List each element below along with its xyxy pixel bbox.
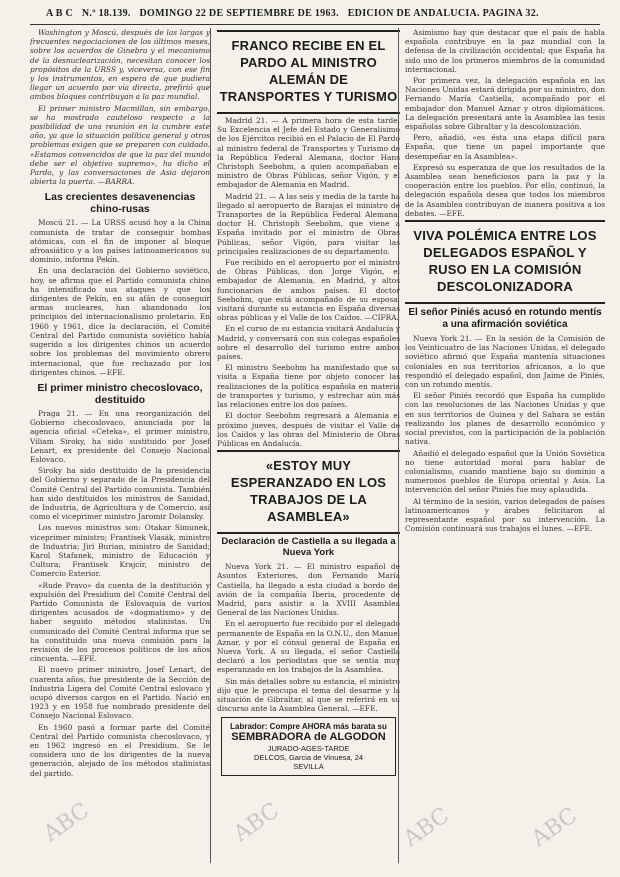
- headline-deck: El señor Piniés acusó en rotundo mentís a una afirmación soviética: [408, 307, 602, 331]
- article-paragraph: Madrid 21. — A las seis y media de la tarde ha llegado al aeropuerto de Barajas el ministro de Transportes de la República Federal Alemana, doctor H. Christoph Seebohm, que viene a España invitado por el ministro de Obras Públicas, señor Vigón, para visitar las principales realizaciones de su departamento.: [217, 191, 400, 256]
- column-center: [210, 28, 400, 863]
- ad-line: DELCOS, Garcia de Vinuesa, 24: [253, 753, 364, 763]
- article-paragraph: Añadió el delegado español que la Unión Soviética no tiene autoridad moral para hablar de colonialismo, cuando mantiene bajo su dominio a numerosos pueblos de Europa oriental y Asia. La intervención del señor Piniés fue muy aplaudida.: [405, 448, 605, 495]
- headline-polemica: VIVA POLÉMICA ENTRE LOS DELEGADOS ESPAÑOL Y RUSO EN LA COMISIÓN DESCOLONIZADORA: [413, 228, 597, 295]
- edition-page: EDICION DE ANDALUCIA. PAGINA 32.: [347, 8, 539, 19]
- article-paragraph: En 1960 pasó a formar parte del Comité Central del Partido comunista checoslovaco, y en 1962 ingresó en el Presidium. Se le considera uno de los dirigentes de la nueva generación, alejado de los métodos stalinistas del partido.: [30, 722, 210, 778]
- headline-castiella: «ESTOY MUY ESPERANZADO EN LOS TRABAJOS DE LA ASAMBLEA»: [230, 458, 387, 525]
- article-paragraph: En el curso de su estancia visitará Andalucía y Madrid, y conversará con sus colegas españoles sobre el desarrollo del turismo entre ambos países.: [217, 324, 400, 362]
- headline-deck: Declaración de Castiella a su llegada a Nueva York: [221, 536, 396, 559]
- article-paragraph: El señor Piniés recordó que España ha cumplido con las resoluciones de las Naciones Unidas y que en sus territorios de Guinea y del Sahara se están realizando los planes de desarrollo económico y social previstos, con la participación de la población nativa.: [405, 391, 605, 447]
- header-rule: [30, 24, 600, 25]
- paper-name: A B C: [46, 8, 74, 19]
- column-right: [398, 28, 605, 863]
- article-paragraph: El nuevo primer ministro, Josef Lenart, de cuarenta años, fue presidente de la Sección de Industria Ligera del Comité Central eslovaco y ocupó diversos cargos en el Partido. Nació en 1923 y en 1958 fue nombrado presidente del Consejo Nacional Eslovaco.: [30, 665, 210, 721]
- article-paragraph: Nueva York 21. — En la sesión de la Comisión de los Veinticuatro de las Naciones Unidas, el delegado soviético afirmó que España mantenía situaciones coloniales en sus territorios africanos, a lo que respondió el delegado español, don Jaime de Piniés, con un rotundo mentís.: [405, 334, 605, 390]
- article-paragraph: Madrid 21. — A primera hora de esta tarde, Su Excelencia el Jefe del Estado y Generalísimo de los Ejércitos recibió en el Palacio de El Pardo al ministro federal de Transportes y Turismo de la República Federal Alemana, doctor Hans Christoph Seebohm, a quien acompañaban el ministro de Obras Públicas, señor Vigón, y el embajador de Alemania en Madrid.: [217, 116, 400, 190]
- article-paragraph: Pero, añadió, «es ésta una etapa difícil para España, que tiene un papel importante que desempeñar en la Asamblea».: [405, 133, 605, 161]
- article-paragraph: Al término de la sesión, varios delegados de países latinoamericanos y árabes felicitaron al representante español por su intervención. La Comisión continuará sus trabajos el lunes. —EFE.: [405, 496, 605, 534]
- watermark-logo: ABC: [399, 803, 455, 852]
- ad-top: Labrador: Compre AHORA más barata su: [230, 722, 387, 732]
- article-paragraph: Nueva York 21. — El ministro español de Asuntos Exteriores, don Fernando María Castiella, ha llegado a esta ciudad a bordo del avión de la compañía Iberia, procedente de Madrid, para asistir a la XVIII Asamblea General de las Naciones Unidas.: [217, 562, 400, 618]
- article-paragraph: El ministro Seebohm ha manifestado que su visita a España tiene por objeto conocer las realizaciones de la política española en materia de transportes y turismo, y estrechar aún más las relaciones entre los dos países.: [217, 363, 400, 410]
- advertisement: [221, 717, 396, 776]
- ad-line: SEVILLA: [293, 762, 324, 772]
- article-paragraph: Fue recibido en el aeropuerto por el ministro de Obras Públicas, don Jorge Vigón, el embajador de Alemania, en Madrid, y altos funcionarios de ambos países. El doctor Seebohm, que está acompañado de su esposa, visitará durante su estancia en España diversas obras públicas y el Valle de los Caídos. —CIFRA.: [217, 258, 400, 323]
- article-paragraph: Asimismo hay que destacar que el país de habla española contribuye en la paz mundial con la defensa de la civilización occidental; que España ha sido uno de los primeros miembros de la comunidad internacional.: [405, 28, 605, 74]
- headline-box: [405, 220, 605, 304]
- article-paragraph: Por primera vez, la delegación española en las Naciones Unidas estará dirigida por su ministro, don Fernando María Castiella, acompañado por el embajador don Manuel Aznar y otros diplomáticos. La delegación presentará ante la Asamblea las tesis españolas sobre Gibraltar y la descolonización.: [405, 76, 605, 132]
- article-paragraph: Moscú 21. — La URSS acusó hoy a la China comunista de tratar de conseguir bombas atómicas, con el fin de imponer al bloque afroasiático y a los países latinoamericanos su dominio, informa Pekín.: [30, 218, 210, 265]
- issue-date: DOMINGO 22 DE SEPTIEMBRE DE 1963.: [139, 8, 339, 19]
- column-left: [30, 28, 210, 863]
- article-paragraph: Praga 21. — En una reorganización del Gobierno checoslovaco, anunciada por la agencia oficial «Ceteka», el primer ministro, Viliam Siroky, ha sido sustituido por Josef Lenart, ex presidente del Consejo Nacional Eslovaco.: [30, 408, 210, 464]
- headline-box: [217, 450, 400, 534]
- article-paragraph: El primer ministro Macmillan, sin embargo, se ha mostrado cauteloso respecto a la posibilidad de una reunión en la cumbre este año, ya que la situación política general y otros problemas exigen que se preparen con cuidado. «Estamos convencidos de que la paz del mundo debe ser el objetivo supremo», ha dicho el Pardo, y las conversaciones de Asia dejaron abierta la puerta. —BARRA.: [30, 103, 210, 187]
- article-paragraph: En una declaración del Gobierno soviético, hoy, se afirma que el Partido comunista chino ha intensificado sus ataques y que los dirigentes de Pekín, en su afán de conseguir armas nucleares, han abandonado los principios del internacionalismo proletario. En 1960 y 1961, dice la declaración, el Comité Central del Partido comunista soviético había sugerido a los dirigentes chinos un acuerdo sobre los problemas del movimiento obrero internacional, que fue rechazado por los dirigentes chinos. —EFE.: [30, 266, 210, 377]
- watermark-logo: ABC: [527, 803, 583, 852]
- watermark-logo: ABC: [229, 798, 285, 847]
- article-paragraph: Siroky ha sido destituido de la presidencia del Gobierno y separado de la Presidencia del Comité Central del Partido comunista. También han sido destituidos los ministros de Sanidad, de Industria, de Agricultura y de Comercio, así como el viceprimer ministro Jaromir Dolansky.: [30, 466, 210, 522]
- article-paragraph: «Rude Pravo» da cuenta de la destitución y expulsión del Presidium del Comité Central del Partido Comunista de Eslovaquia de varios dirigentes acusados de «dogmatismo» y de haber seguido métodos stalinistas. Un comunicado del Comité Central informa que se ha constituido una nueva comisión para la revisión de los procesos políticos de los años cincuenta. —EFE.: [30, 580, 210, 664]
- article-paragraph: Washington y Moscú, después de las largas y frecuentes negociaciones de los últimos meses, sobre los acuerdos de Ginebra y el mecanismo de la desnuclearización, necesitan conocer los propósitos de la URSS y, viceversa, con ese fin y los instrumentos, en espera de que pudiera llegar un acuerdo por vía directa, prefirió que ambos bloques contribuyan a la paz mundial.: [30, 28, 210, 102]
- article-paragraph: El doctor Seebohm regresará a Alemania el próximo jueves, después de visitar el Valle de los Caídos y las obras del Ministerio de Obras Públicas en Andalucía.: [217, 411, 400, 448]
- page-header: [46, 8, 566, 24]
- article-paragraph: Los nuevos ministros son: Otakar Simunek, viceprimer ministro; Frantisek Vlasák, ministro de Industria; Jiri Burian, ministro de Sanidad; Karol Stafanek, ministro de Educación y Cultura; Frantisek Krajcír, ministro de Comercio Exterior.: [30, 523, 210, 579]
- article-paragraph: Sin más detalles sobre su estancia, el ministro dijo que le preocupa el tema del desarme y la situación de Gibraltar, al que se referirá en su discurso ante la Asamblea General. —EFE.: [217, 676, 400, 714]
- article-paragraph: En el aeropuerto fue recibido por el delegado permanente de España en la O.N.U., don Manuel Aznar, y por el cónsul general de España en Nueva York. A su llegada, el señor Castiella declaró a los periodistas que se sentía muy esperanzado en los trabajos de la Asamblea.: [217, 619, 400, 675]
- issue-number: N.º 18.139.: [81, 8, 131, 19]
- ad-line: JURADO-AGES-TARDE: [267, 744, 350, 754]
- ad-main: SEMBRADORA de ALGODON: [231, 731, 386, 744]
- headline-box: [217, 30, 400, 114]
- watermark-logo: ABC: [39, 798, 95, 847]
- section-title: El primer ministro checoslovaco, destituido: [37, 381, 203, 406]
- headline-franco: FRANCO RECIBE EN EL PARDO AL MINISTRO ALEMÁN DE TRANSPORTES Y TURISMO: [219, 38, 398, 104]
- article-paragraph: Expresó su esperanza de que los resultados de la Asamblea sean beneficiosos para la paz y la cooperación entre los pueblos. Por ello, continuó, la delegación española desea que todos los miembros de la Asamblea contribuyan de manera positiva a los debates. —EFE.: [405, 162, 605, 218]
- section-title: Las crecientes desavenencias chino-rusas: [44, 191, 196, 216]
